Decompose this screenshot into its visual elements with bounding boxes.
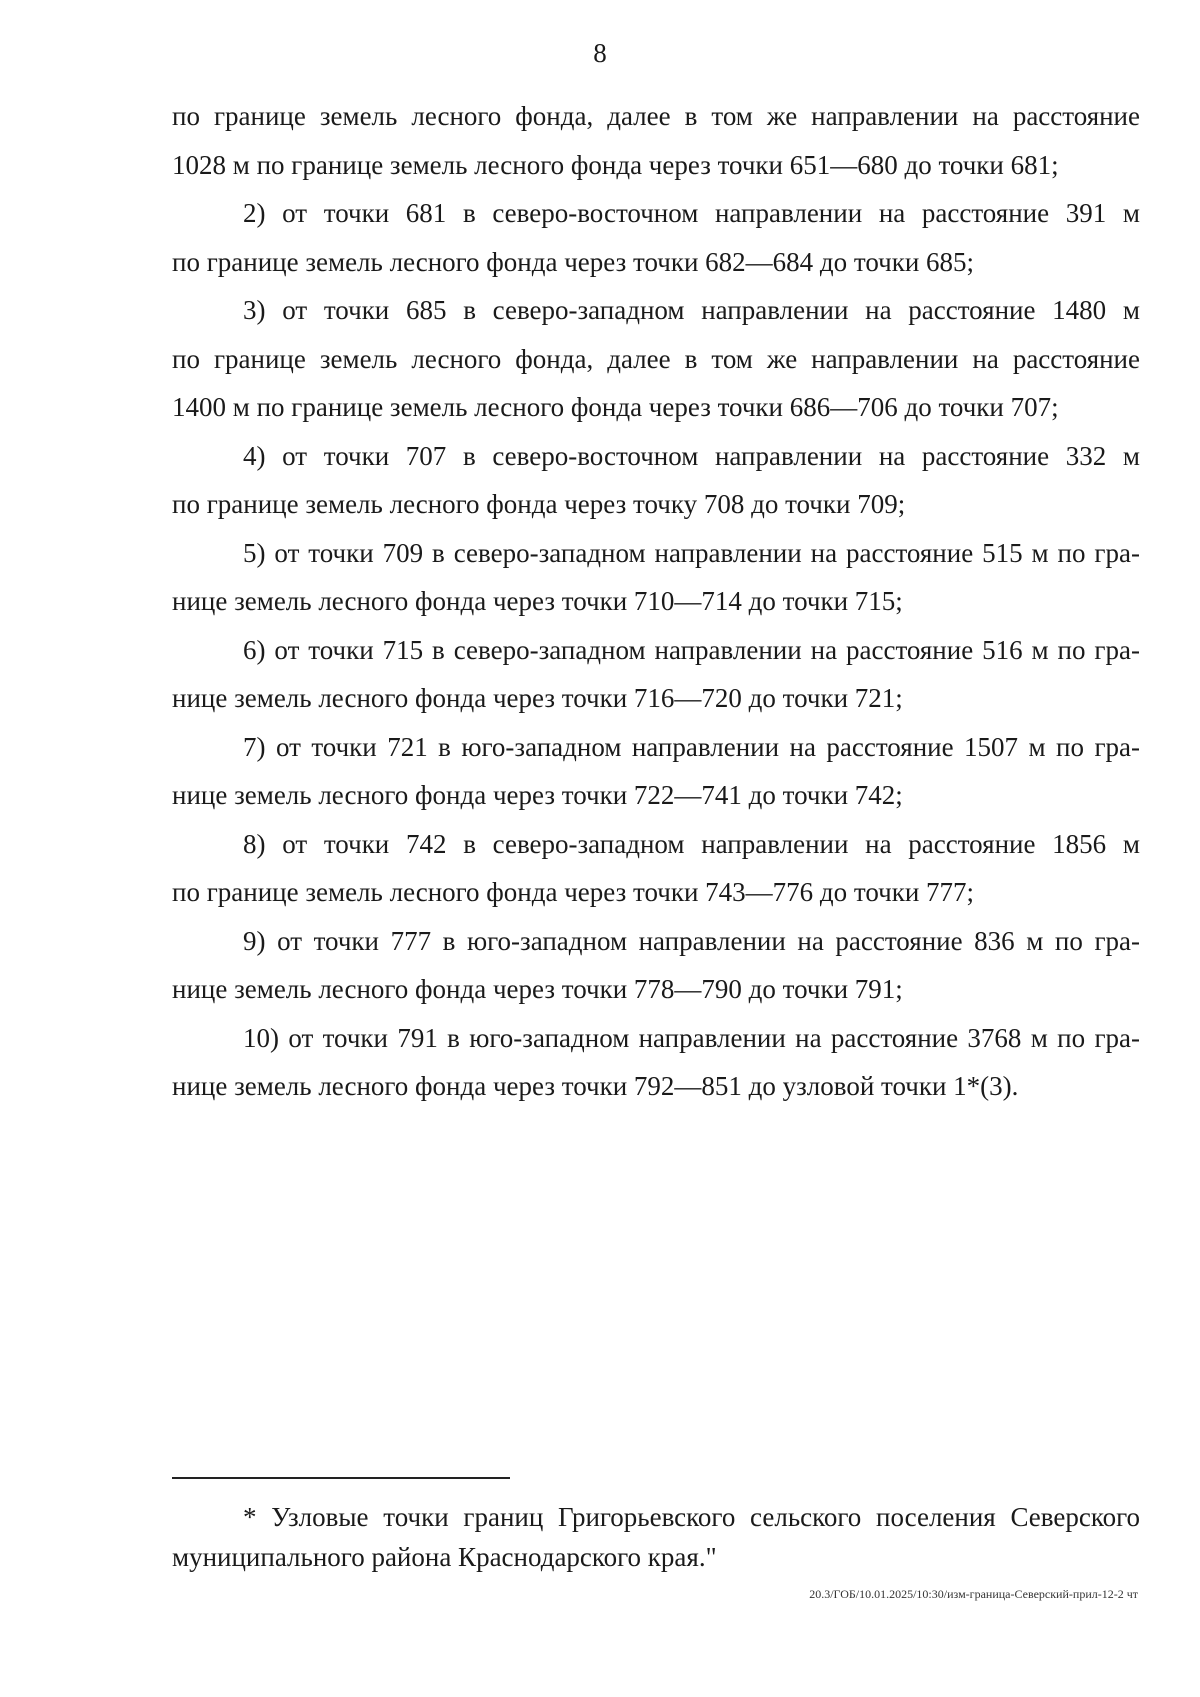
text-line: по границе земель лесного фонда, далее в том же направлении на расстояние [172,343,1140,374]
text-line: нице земель лесного фонда через точки 710—714 до точки 715; [172,586,903,616]
document-code: 20.3/ГОБ/10.01.2025/10:30/изм-граница-Северский-прил-12-2 чт [809,1587,1138,1601]
footnote [172,1497,1140,1577]
text-line: 1028 м по границе земель лесного фонда через точки 651—680 до точки 681; [172,149,1059,180]
text-line: 10) от точки 791 в юго-западном направлении на расстояние 3768 м по гра- [243,1022,1140,1053]
text-line: по границе земель лесного фонда через точки 682—684 до точки 685; [172,246,975,277]
text-line: 4) от точки 707 в северо-восточном направлении на расстояние 332 м [243,440,1140,471]
text-line: 7) от точки 721 в юго-западном направлении на расстояние 1507 м по гра- [243,731,1140,762]
footnote-divider [172,1477,510,1479]
text-line: нице земель лесного фонда через точки 722—741 до точки 742; [172,780,903,810]
text-line: 2) от точки 681 в северо-восточном направлении на расстояние 391 м [243,198,1140,228]
document-body [172,92,1140,1111]
text-line: 9) от точки 777 в юго-западном направлении на расстояние 836 м по гра- [243,925,1140,956]
text-line: 3) от точки 685 в северо-западном направлении на расстояние 1480 м [243,295,1140,325]
page-number: 8 [593,38,607,68]
text-line: 8) от точки 742 в северо-западном направлении на расстояние 1856 м [243,828,1140,859]
footnote-line: муниципального района Краснодарского края." [172,1542,717,1572]
text-line: нице земель лесного фонда через точки 792—851 до узловой точки 1*(3). [172,1071,1019,1101]
text-line: нице земель лесного фонда через точки 716—720 до точки 721; [172,683,903,713]
text-line: нице земель лесного фонда через точки 778—790 до точки 791; [172,974,903,1004]
text-line: 6) от точки 715 в северо-западном направлении на расстояние 516 м по гра- [243,634,1140,665]
text-line: по границе земель лесного фонда, далее в том же направлении на расстояние [172,101,1140,131]
text-line: по границе земель лесного фонда через точку 708 до точки 709; [172,489,906,519]
text-line: 5) от точки 709 в северо-западном направлении на расстояние 515 м по гра- [243,537,1140,568]
text-line: 1400 м по границе земель лесного фонда через точки 686—706 до точки 707; [172,392,1059,422]
footnote-line: * Узловые точки границ Григорьевского сельского поселения Северского [243,1502,1140,1532]
text-line: по границе земель лесного фонда через точки 743—776 до точки 777; [172,877,975,907]
